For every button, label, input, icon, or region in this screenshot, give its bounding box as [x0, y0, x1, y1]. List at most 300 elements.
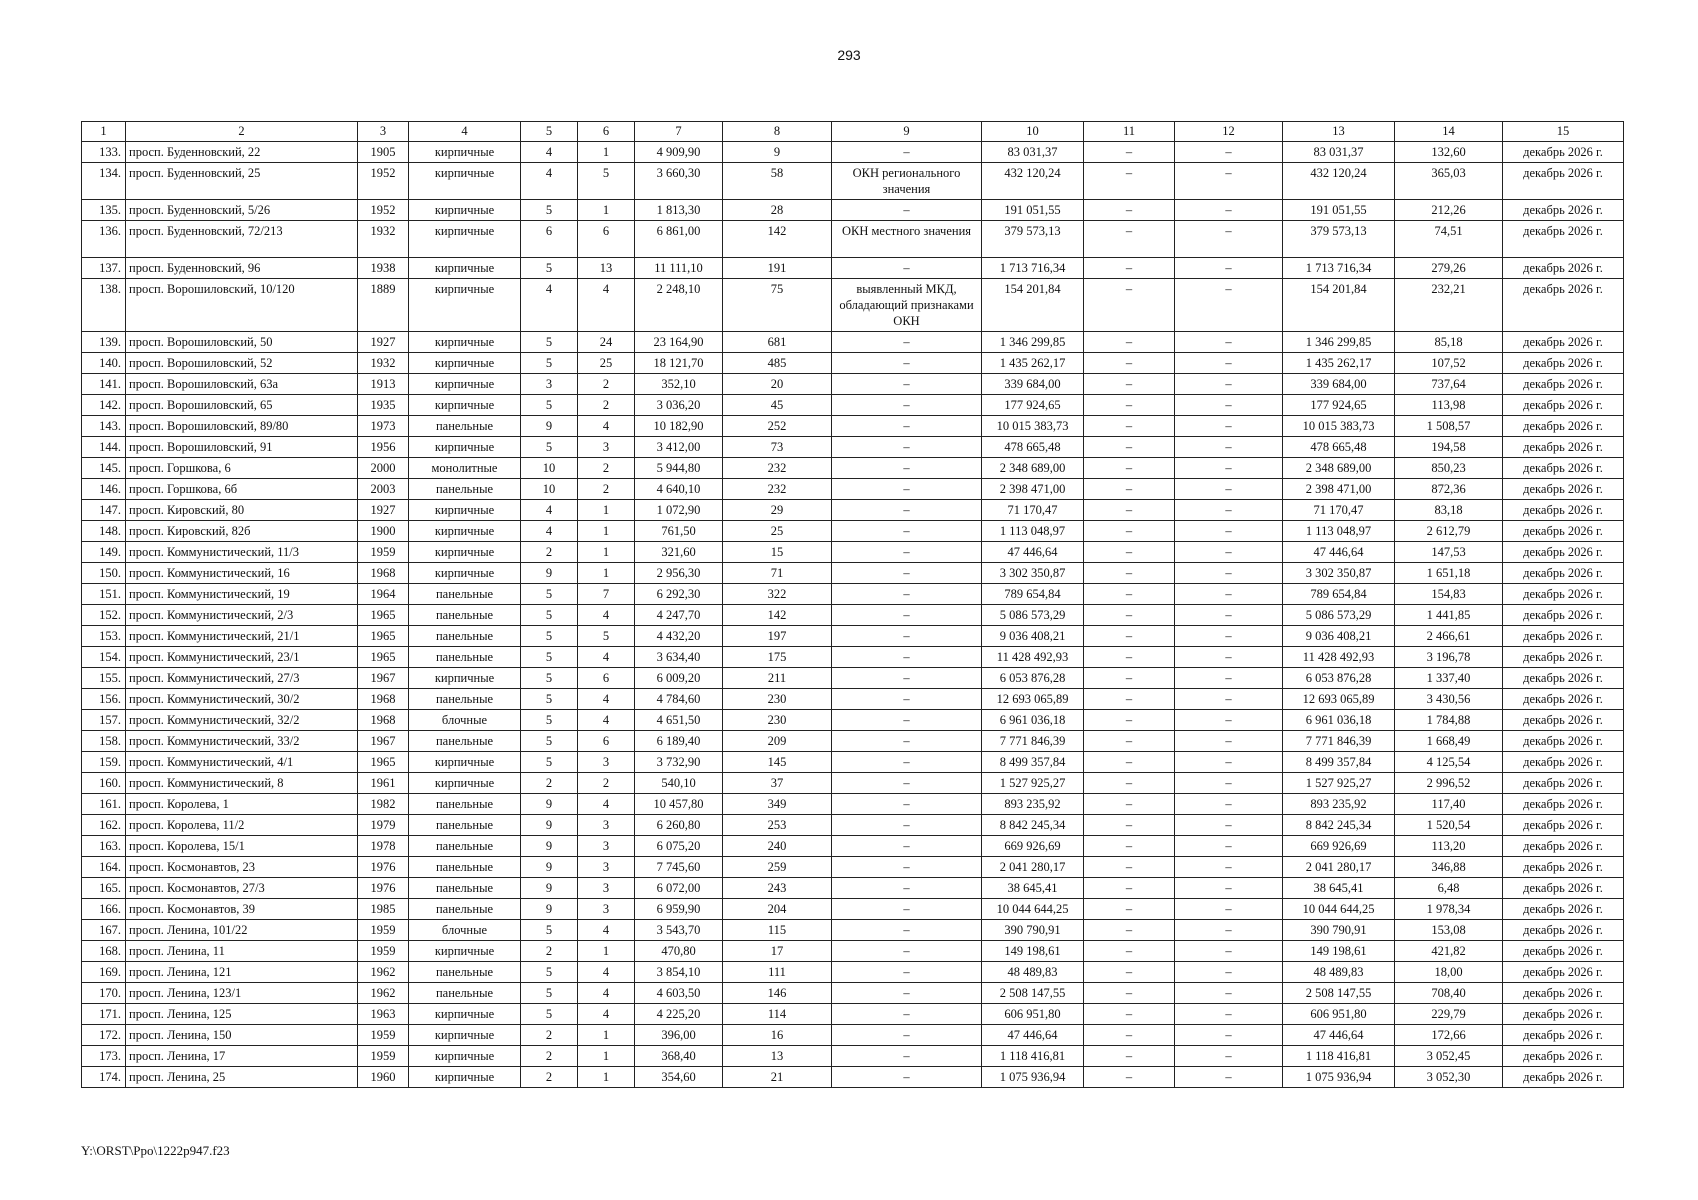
table-cell: 6 072,00: [635, 878, 723, 899]
table-cell: –: [1175, 142, 1283, 163]
table-row: [82, 458, 1624, 479]
table-cell: просп. Ленина, 25: [126, 1067, 358, 1088]
table-cell: 1967: [358, 668, 409, 689]
table-cell: –: [832, 794, 982, 815]
table-cell: 3: [578, 836, 635, 857]
table-cell: 1959: [358, 920, 409, 941]
table-cell: –: [1175, 1046, 1283, 1067]
table-cell: 789 654,84: [982, 584, 1084, 605]
table-cell: 18 121,70: [635, 353, 723, 374]
table-cell: 259: [723, 857, 832, 878]
table-cell: 4: [578, 983, 635, 1004]
table-cell: 2 398 471,00: [1283, 479, 1395, 500]
table-cell: 421,82: [1395, 941, 1503, 962]
table-cell: 163.: [82, 836, 126, 857]
table-cell: 83 031,37: [982, 142, 1084, 163]
table-cell: 3 412,00: [635, 437, 723, 458]
table-cell: 1 713 716,34: [1283, 258, 1395, 279]
table-row: [82, 163, 1624, 200]
table-cell: декабрь 2026 г.: [1503, 458, 1624, 479]
table-cell: 16: [723, 1025, 832, 1046]
table-cell: 194,58: [1395, 437, 1503, 458]
table-cell: декабрь 2026 г.: [1503, 647, 1624, 668]
table-cell: панельные: [409, 416, 521, 437]
table-row: [82, 500, 1624, 521]
table-cell: 25: [723, 521, 832, 542]
table-cell: 212,26: [1395, 200, 1503, 221]
table-cell: 75: [723, 279, 832, 332]
table-cell: 144.: [82, 437, 126, 458]
table-cell: –: [1175, 836, 1283, 857]
table-cell: 4: [521, 163, 578, 200]
table-cell: кирпичные: [409, 500, 521, 521]
table-cell: 1967: [358, 731, 409, 752]
table-cell: 168.: [82, 941, 126, 962]
table-cell: просп. Коммунистический, 19: [126, 584, 358, 605]
table-cell: декабрь 2026 г.: [1503, 1067, 1624, 1088]
file-path-footer: Y:\ORST\Ppo\1222p947.f23: [81, 1143, 230, 1158]
table-cell: просп. Коммунистический, 30/2: [126, 689, 358, 710]
table-row: [82, 395, 1624, 416]
table-cell: –: [832, 353, 982, 374]
table-cell: 6 292,30: [635, 584, 723, 605]
table-cell: панельные: [409, 899, 521, 920]
table-cell: панельные: [409, 584, 521, 605]
table-cell: 4 784,60: [635, 689, 723, 710]
table-cell: 2: [521, 542, 578, 563]
table-row: [82, 962, 1624, 983]
table-cell: 3: [578, 857, 635, 878]
column-header: 8: [723, 122, 832, 142]
table-cell: –: [832, 920, 982, 941]
table-cell: панельные: [409, 836, 521, 857]
table-cell: 1968: [358, 563, 409, 584]
table-row: [82, 1067, 1624, 1088]
table-cell: 6 959,90: [635, 899, 723, 920]
table-cell: 1 668,49: [1395, 731, 1503, 752]
table-cell: 2 508 147,55: [982, 983, 1084, 1004]
table-cell: 28: [723, 200, 832, 221]
table-cell: 2: [578, 395, 635, 416]
table-cell: 1 435 262,17: [1283, 353, 1395, 374]
table-cell: 1960: [358, 1067, 409, 1088]
table-cell: блочные: [409, 710, 521, 731]
table-cell: 4: [578, 647, 635, 668]
table-cell: –: [1084, 1025, 1175, 1046]
table-cell: 4: [578, 689, 635, 710]
table-cell: –: [1084, 857, 1175, 878]
table-cell: 9 036 408,21: [1283, 626, 1395, 647]
table-cell: 174.: [82, 1067, 126, 1088]
table-cell: кирпичные: [409, 395, 521, 416]
table-cell: 10 044 644,25: [982, 899, 1084, 920]
table-row: [82, 626, 1624, 647]
table-cell: 146.: [82, 479, 126, 500]
column-header: 10: [982, 122, 1084, 142]
table-cell: 7: [578, 584, 635, 605]
table-cell: 7 771 846,39: [982, 731, 1084, 752]
table-cell: 132,60: [1395, 142, 1503, 163]
table-row: [82, 710, 1624, 731]
table-cell: 25: [578, 353, 635, 374]
table-cell: 4 247,70: [635, 605, 723, 626]
table-cell: 3 430,56: [1395, 689, 1503, 710]
table-cell: 5: [521, 258, 578, 279]
table-row: [82, 374, 1624, 395]
table-cell: 141.: [82, 374, 126, 395]
table-cell: –: [1084, 983, 1175, 1004]
table-cell: –: [1084, 437, 1175, 458]
table-cell: –: [1175, 1067, 1283, 1088]
table-cell: 71 170,47: [982, 500, 1084, 521]
table-row: [82, 479, 1624, 500]
column-header: 2: [126, 122, 358, 142]
table-cell: –: [1084, 332, 1175, 353]
column-header: 14: [1395, 122, 1503, 142]
table-cell: панельные: [409, 626, 521, 647]
table-cell: –: [1175, 731, 1283, 752]
table-cell: панельные: [409, 479, 521, 500]
table-cell: декабрь 2026 г.: [1503, 521, 1624, 542]
table-cell: 232: [723, 479, 832, 500]
table-cell: просп. Коммунистический, 32/2: [126, 710, 358, 731]
table-cell: декабрь 2026 г.: [1503, 878, 1624, 899]
table-cell: 3 634,40: [635, 647, 723, 668]
table-cell: –: [1084, 395, 1175, 416]
table-cell: кирпичные: [409, 200, 521, 221]
table-cell: 4: [578, 962, 635, 983]
table-cell: 12 693 065,89: [1283, 689, 1395, 710]
table-cell: –: [1175, 752, 1283, 773]
table-cell: 4 225,20: [635, 1004, 723, 1025]
table-cell: ОКН регионального значения: [832, 163, 982, 200]
table-cell: –: [1084, 920, 1175, 941]
table-cell: 9: [521, 563, 578, 584]
table-cell: 1: [578, 142, 635, 163]
table-cell: кирпичные: [409, 258, 521, 279]
table-cell: 346,88: [1395, 857, 1503, 878]
table-cell: 5 086 573,29: [1283, 605, 1395, 626]
table-cell: 15: [723, 542, 832, 563]
table-cell: 6 961 036,18: [1283, 710, 1395, 731]
table-cell: 172.: [82, 1025, 126, 1046]
table-cell: –: [1084, 773, 1175, 794]
table-cell: кирпичные: [409, 752, 521, 773]
table-cell: 681: [723, 332, 832, 353]
table-row: [82, 731, 1624, 752]
table-cell: 3: [578, 878, 635, 899]
table-cell: кирпичные: [409, 1004, 521, 1025]
table-cell: 146: [723, 983, 832, 1004]
table-cell: 137.: [82, 258, 126, 279]
table-cell: 2 996,52: [1395, 773, 1503, 794]
table-row: [82, 857, 1624, 878]
table-cell: –: [1084, 279, 1175, 332]
table-cell: просп. Ворошиловский, 63а: [126, 374, 358, 395]
table-cell: 2: [578, 374, 635, 395]
table-cell: просп. Буденновский, 72/213: [126, 221, 358, 258]
table-cell: 2: [521, 1025, 578, 1046]
table-cell: декабрь 2026 г.: [1503, 542, 1624, 563]
table-cell: –: [1175, 584, 1283, 605]
table-cell: 13: [723, 1046, 832, 1067]
table-cell: кирпичные: [409, 437, 521, 458]
table-cell: 4: [578, 920, 635, 941]
table-cell: –: [1084, 815, 1175, 836]
table-cell: –: [1175, 773, 1283, 794]
table-cell: –: [1084, 200, 1175, 221]
table-cell: 8 499 357,84: [1283, 752, 1395, 773]
table-cell: 4: [521, 142, 578, 163]
table-cell: 1: [578, 542, 635, 563]
table-cell: 5: [521, 962, 578, 983]
table-cell: 1 527 925,27: [1283, 773, 1395, 794]
table-cell: 243: [723, 878, 832, 899]
table-cell: 5: [578, 163, 635, 200]
table-cell: 18,00: [1395, 962, 1503, 983]
table-cell: 1 784,88: [1395, 710, 1503, 731]
table-cell: –: [1084, 258, 1175, 279]
table-cell: 1 713 716,34: [982, 258, 1084, 279]
table-cell: 48 489,83: [1283, 962, 1395, 983]
table-cell: 47 446,64: [982, 1025, 1084, 1046]
table-cell: 169.: [82, 962, 126, 983]
table-row: [82, 836, 1624, 857]
table-cell: декабрь 2026 г.: [1503, 1046, 1624, 1067]
table-cell: 5: [521, 1004, 578, 1025]
table-cell: –: [1175, 163, 1283, 200]
table-cell: –: [832, 1067, 982, 1088]
table-cell: 1935: [358, 395, 409, 416]
table-cell: 10 015 383,73: [982, 416, 1084, 437]
table-cell: 8 842 245,34: [982, 815, 1084, 836]
table-cell: 3 196,78: [1395, 647, 1503, 668]
table-cell: –: [1175, 395, 1283, 416]
table-cell: выявленный МКД, обладающий признаками ОКН: [832, 279, 982, 332]
table-cell: просп. Космонавтов, 39: [126, 899, 358, 920]
table-cell: декабрь 2026 г.: [1503, 836, 1624, 857]
table-cell: 154.: [82, 647, 126, 668]
table-cell: 24: [578, 332, 635, 353]
table-cell: монолитные: [409, 458, 521, 479]
table-row: [82, 353, 1624, 374]
table-cell: 134.: [82, 163, 126, 200]
table-cell: просп. Ленина, 11: [126, 941, 358, 962]
table-cell: 111: [723, 962, 832, 983]
table-cell: кирпичные: [409, 279, 521, 332]
table-cell: –: [1084, 542, 1175, 563]
table-cell: 197: [723, 626, 832, 647]
table-cell: декабрь 2026 г.: [1503, 258, 1624, 279]
table-cell: 204: [723, 899, 832, 920]
table-cell: 485: [723, 353, 832, 374]
table-cell: 1 441,85: [1395, 605, 1503, 626]
table-cell: 115: [723, 920, 832, 941]
table-cell: –: [1084, 163, 1175, 200]
table-cell: просп. Ленина, 17: [126, 1046, 358, 1067]
table-cell: 5: [578, 626, 635, 647]
table-cell: 240: [723, 836, 832, 857]
table-cell: 6 075,20: [635, 836, 723, 857]
table-cell: 5: [521, 752, 578, 773]
table-cell: 1932: [358, 221, 409, 258]
table-cell: 37: [723, 773, 832, 794]
table-cell: панельные: [409, 815, 521, 836]
table-cell: декабрь 2026 г.: [1503, 689, 1624, 710]
table-cell: просп. Космонавтов, 27/3: [126, 878, 358, 899]
table-cell: –: [1175, 542, 1283, 563]
table-cell: декабрь 2026 г.: [1503, 815, 1624, 836]
table-cell: 20: [723, 374, 832, 395]
table-cell: –: [832, 584, 982, 605]
table-cell: –: [1175, 794, 1283, 815]
table-cell: декабрь 2026 г.: [1503, 752, 1624, 773]
table-cell: 2 508 147,55: [1283, 983, 1395, 1004]
table-cell: просп. Ленина, 121: [126, 962, 358, 983]
table-cell: –: [1084, 374, 1175, 395]
column-header: 9: [832, 122, 982, 142]
table-cell: 167.: [82, 920, 126, 941]
table-cell: 8 842 245,34: [1283, 815, 1395, 836]
table-cell: кирпичные: [409, 542, 521, 563]
table-cell: 164.: [82, 857, 126, 878]
table-cell: 170.: [82, 983, 126, 1004]
table-cell: 209: [723, 731, 832, 752]
table-cell: 5: [521, 353, 578, 374]
table-cell: 151.: [82, 584, 126, 605]
table-cell: 606 951,80: [1283, 1004, 1395, 1025]
table-cell: 6: [578, 668, 635, 689]
table-cell: декабрь 2026 г.: [1503, 563, 1624, 584]
table-cell: 5 086 573,29: [982, 605, 1084, 626]
table-body: [82, 142, 1624, 1088]
table-cell: 6 189,40: [635, 731, 723, 752]
table-row: [82, 200, 1624, 221]
table-cell: –: [1084, 689, 1175, 710]
table-cell: –: [1175, 279, 1283, 332]
table-cell: 5: [521, 332, 578, 353]
table-cell: просп. Коммунистический, 16: [126, 563, 358, 584]
table-cell: декабрь 2026 г.: [1503, 1025, 1624, 1046]
table-cell: 9: [521, 899, 578, 920]
table-cell: 1968: [358, 710, 409, 731]
table-cell: 4 603,50: [635, 983, 723, 1004]
table-cell: 177 924,65: [1283, 395, 1395, 416]
table-cell: 173.: [82, 1046, 126, 1067]
table-cell: 153.: [82, 626, 126, 647]
table-cell: декабрь 2026 г.: [1503, 437, 1624, 458]
table-cell: –: [1084, 221, 1175, 258]
table-cell: –: [1175, 200, 1283, 221]
table-cell: 737,64: [1395, 374, 1503, 395]
table-cell: 669 926,69: [1283, 836, 1395, 857]
table-cell: 2 041 280,17: [1283, 857, 1395, 878]
table-cell: 540,10: [635, 773, 723, 794]
table-cell: 45: [723, 395, 832, 416]
table-cell: декабрь 2026 г.: [1503, 332, 1624, 353]
table-cell: 352,10: [635, 374, 723, 395]
table-cell: 1985: [358, 899, 409, 920]
table-cell: 321,60: [635, 542, 723, 563]
table-cell: 3 854,10: [635, 962, 723, 983]
table-cell: 48 489,83: [982, 962, 1084, 983]
table-cell: 166.: [82, 899, 126, 920]
table-cell: 349: [723, 794, 832, 815]
table-cell: 850,23: [1395, 458, 1503, 479]
table-cell: декабрь 2026 г.: [1503, 500, 1624, 521]
table-cell: 1: [578, 500, 635, 521]
table-cell: 1 118 416,81: [1283, 1046, 1395, 1067]
table-cell: 11 111,10: [635, 258, 723, 279]
table-cell: просп. Коммунистический, 27/3: [126, 668, 358, 689]
table-cell: декабрь 2026 г.: [1503, 584, 1624, 605]
table-cell: ОКН местного значения: [832, 221, 982, 258]
table-cell: кирпичные: [409, 521, 521, 542]
table-cell: 154,83: [1395, 584, 1503, 605]
table-cell: 191 051,55: [1283, 200, 1395, 221]
table-cell: –: [832, 521, 982, 542]
table-cell: –: [1084, 353, 1175, 374]
table-cell: 1965: [358, 626, 409, 647]
table-cell: 9: [521, 857, 578, 878]
table-cell: просп. Коммунистический, 2/3: [126, 605, 358, 626]
table-cell: 138.: [82, 279, 126, 332]
table-cell: 1938: [358, 258, 409, 279]
table-cell: 1959: [358, 1046, 409, 1067]
table-row: [82, 437, 1624, 458]
table-cell: 230: [723, 689, 832, 710]
table-cell: 13: [578, 258, 635, 279]
table-cell: 1968: [358, 689, 409, 710]
table-cell: 158.: [82, 731, 126, 752]
table-cell: 1900: [358, 521, 409, 542]
table-cell: 1932: [358, 353, 409, 374]
table-cell: 113,98: [1395, 395, 1503, 416]
table-cell: 10: [521, 458, 578, 479]
table-row: [82, 584, 1624, 605]
table-cell: –: [832, 668, 982, 689]
table-cell: 4: [521, 521, 578, 542]
table-cell: кирпичные: [409, 142, 521, 163]
table-cell: 9: [521, 836, 578, 857]
column-header: 11: [1084, 122, 1175, 142]
table-row: [82, 605, 1624, 626]
table-cell: кирпичные: [409, 1067, 521, 1088]
table-cell: 4: [521, 500, 578, 521]
table-cell: –: [832, 647, 982, 668]
table-row: [82, 815, 1624, 836]
table-cell: 230: [723, 710, 832, 731]
table-cell: –: [832, 689, 982, 710]
table-cell: 3 543,70: [635, 920, 723, 941]
table-cell: –: [1084, 899, 1175, 920]
table-cell: –: [1084, 878, 1175, 899]
table-cell: панельные: [409, 689, 521, 710]
table-cell: –: [1084, 626, 1175, 647]
table-cell: 1978: [358, 836, 409, 857]
table-cell: 147.: [82, 500, 126, 521]
table-cell: 4: [578, 794, 635, 815]
table-cell: 432 120,24: [1283, 163, 1395, 200]
table-cell: 12 693 065,89: [982, 689, 1084, 710]
table-cell: 3 036,20: [635, 395, 723, 416]
table-cell: декабрь 2026 г.: [1503, 710, 1624, 731]
table-row: [82, 563, 1624, 584]
table-row: [82, 416, 1624, 437]
table-cell: –: [1175, 962, 1283, 983]
table-cell: декабрь 2026 г.: [1503, 920, 1624, 941]
table-cell: декабрь 2026 г.: [1503, 983, 1624, 1004]
